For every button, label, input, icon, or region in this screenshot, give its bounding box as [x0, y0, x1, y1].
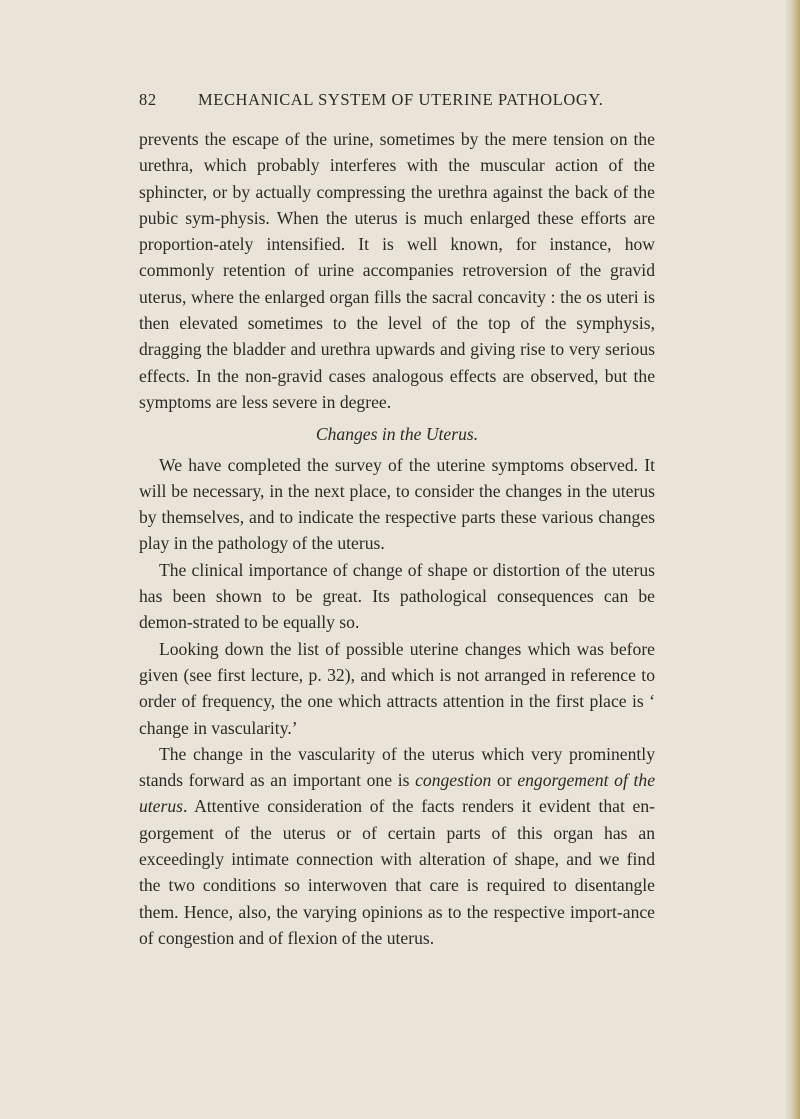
paragraph-5-start: The change in the vascularity of the uterus which very prominently stands forward as an important one is: [139, 743, 655, 791]
paragraph-5-or: or: [491, 770, 518, 791]
page-number: 82: [139, 90, 157, 109]
page-edge: [786, 0, 800, 1119]
paragraph-5-end: . Attentive consideration of the facts renders it evident that en-gorgement of the uterus or of certain parts of this organ has an exceedingly intimate connection with alteration of shape, and we find the two conditions so interwoven that care is required to disentangle them. Hence, also, the varying opinions as to the respective import-ance of congestion and of flexion of the uterus.: [139, 796, 655, 948]
paragraph-4: Looking down the list of possible uterine changes which was before given (see first lecture, p. 32), and which is not arranged in reference to order of frequency, the one which attracts attention in the first place is ‘ change in vascularity.’: [139, 638, 655, 738]
paragraph-3: The clinical importance of change of shape or distortion of the uterus has been shown to be great. Its pathological consequences can be demon-strated to be equally so.: [139, 559, 655, 633]
paragraph-5: [139, 741, 655, 951]
section-heading: Changes in the Uterus.: [315, 424, 479, 445]
paragraph-2: We have completed the survey of the uterine symptoms observed. It will be necessary, in the next place, to consider the changes in the uterus by themselves, and to indicate the respective parts these various changes play in the pathology of the uterus.: [139, 454, 655, 554]
body-text: [139, 126, 655, 951]
term-engorgement: engorgement of the uterus: [139, 770, 656, 817]
paragraph-1: prevents the escape of the urine, sometimes by the mere tension on the urethra, which probably interferes with the muscular action of the sphincter, or by actually compressing the urethra against the back of the pubic sym-physis. When the uterus is much enlarged these efforts are proportion-ately intensified. It is well known, for instance, how commonly retention of urine accompanies retroversion of the gravid uterus, where the enlarged organ fills the sacral concavity : the os uteri is then elevated sometimes to the level of the top of the symphysis, dragging the bladder and urethra upwards and giving rise to very serious effects. In the non-gravid cases analogous effects are observed, but the symptoms are less severe in degree.: [139, 129, 655, 412]
term-congestion: congestion: [415, 770, 492, 791]
running-title: MECHANICAL SYSTEM OF UTERINE PATHOLOGY.: [198, 90, 604, 109]
